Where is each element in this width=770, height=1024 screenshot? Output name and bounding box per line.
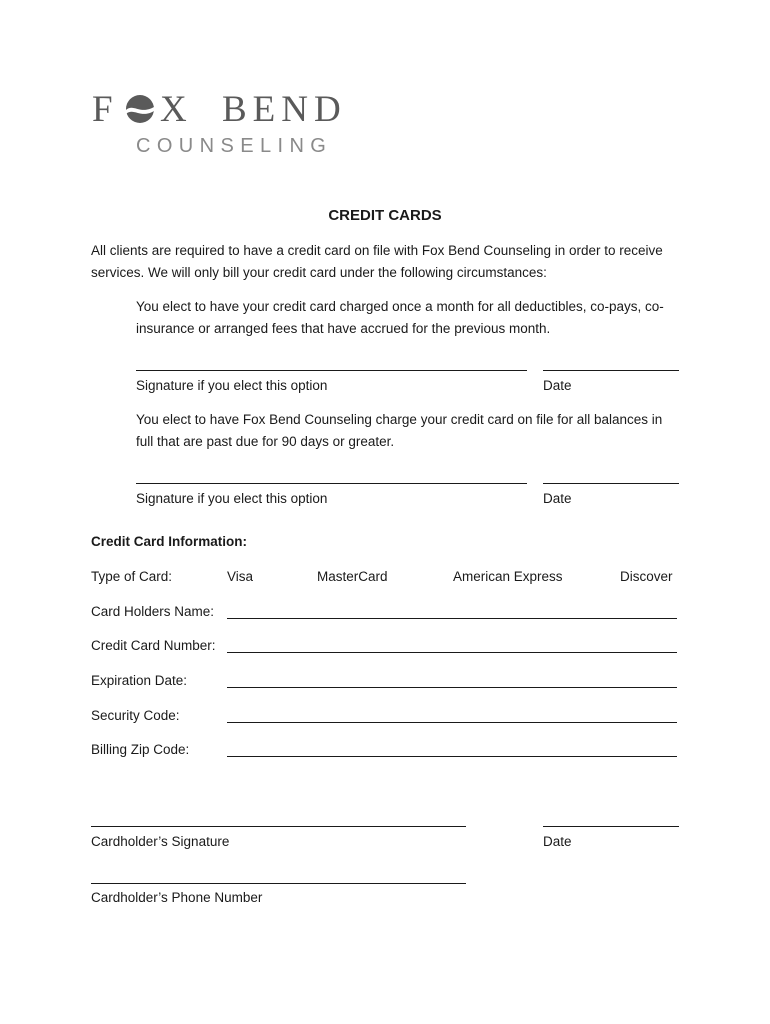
cardholder-signature-label: Cardholder’s Signature — [91, 834, 230, 849]
card-type-mastercard[interactable]: MasterCard — [317, 569, 388, 584]
card-type-discover[interactable]: Discover — [620, 569, 673, 584]
cardholder-phone-label: Cardholder’s Phone Number — [91, 890, 263, 905]
option2-date-label: Date — [543, 491, 572, 506]
card-type-american-express[interactable]: American Express — [453, 569, 563, 584]
intro-line-2: services. We will only bill your credit card under the following circumstances: — [91, 265, 547, 280]
cardholder-date-label: Date — [543, 834, 572, 849]
cardholder-signature-line[interactable] — [91, 826, 466, 827]
billing-zip-code-label: Billing Zip Code: — [91, 742, 190, 757]
option2-line-1: You elect to have Fox Bend Counseling charge your credit card on file for all balances in — [136, 412, 663, 427]
credit-card-number-label: Credit Card Number: — [91, 638, 216, 653]
credit-card-number-field[interactable] — [227, 652, 677, 653]
security-code-field[interactable] — [227, 722, 677, 723]
fox-circle-logo-icon — [124, 93, 156, 125]
option1-date-line[interactable] — [543, 370, 679, 371]
option1-line-2: insurance or arranged fees that have accrued for the previous month. — [136, 321, 551, 336]
logo-subtitle: COUNSELING — [136, 135, 333, 157]
page-title: CREDIT CARDS — [328, 207, 442, 224]
logo-letter-x: X — [160, 89, 193, 130]
cardholder-date-line[interactable] — [543, 826, 679, 827]
option2-date-line[interactable] — [543, 483, 679, 484]
card-info-heading: Credit Card Information: — [91, 534, 248, 549]
expiration-date-label: Expiration Date: — [91, 673, 188, 688]
option1-signature-label: Signature if you elect this option — [136, 378, 328, 393]
option1-signature-line[interactable] — [136, 370, 527, 371]
security-code-label: Security Code: — [91, 708, 180, 723]
card-holders-name-label: Card Holders Name: — [91, 604, 215, 619]
cardholder-phone-line[interactable] — [91, 883, 466, 884]
option2-line-2: full that are past due for 90 days or greater. — [136, 434, 395, 449]
option2-signature-line[interactable] — [136, 483, 527, 484]
option1-line-1: You elect to have your credit card charged once a month for all deductibles, co-pays, co- — [136, 299, 664, 314]
expiration-date-field[interactable] — [227, 687, 677, 688]
option1-date-label: Date — [543, 378, 572, 393]
card-holders-name-field[interactable] — [227, 618, 677, 619]
intro-line-1: All clients are required to have a credit card on file with Fox Bend Counseling in order to receive — [91, 243, 663, 258]
logo-letter-f: F — [92, 89, 119, 130]
card-type-label: Type of Card: — [91, 569, 173, 584]
logo-word-bend: BEND — [222, 89, 347, 130]
option2-signature-label: Signature if you elect this option — [136, 491, 328, 506]
card-type-visa[interactable]: Visa — [227, 569, 254, 584]
billing-zip-code-field[interactable] — [227, 756, 677, 757]
